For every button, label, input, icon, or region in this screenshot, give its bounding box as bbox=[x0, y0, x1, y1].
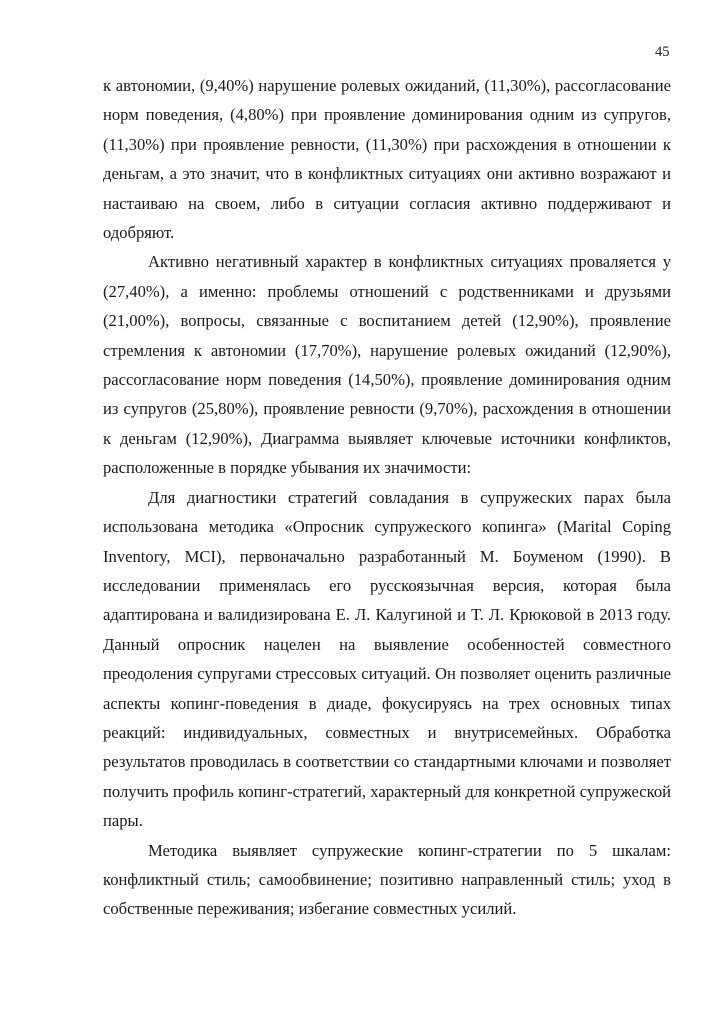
paragraph-continuation: к автономии, (9,40%) нарушение ролевых ожиданий, (11,30%), рассогласование норм поведения, (4,80%) при проявление доминирования одним из супругов, (11,30%) при проявление ревности, (11,30%) при расхождения в отношении к деньгам, а это значит, что в конфликтных ситуациях они активно возражают и настаиваю на своем, либо в ситуации согласия активно поддерживают и одобряют. bbox=[103, 76, 671, 243]
paragraph-scales: Методика выявляет супружеские копинг-стратегии по 5 шкалам: конфликтный стиль; самообвинение; позитивно направленный стиль; уход в собственные переживания; избегание совместных усилий. bbox=[103, 840, 671, 919]
document-body bbox=[103, 71, 671, 924]
paragraph-negative-conflict: Активно негативный характер в конфликтных ситуациях проваляется у (27,40%), а именно: проблемы отношений с родственниками и друзьями (21,00%), вопросы, связанные с воспитанием детей (12,90%), проявление стремления к автономии (17,70%), нарушение ролевых ожиданий (12,90%), рассогласование норм поведения (14,50%), проявление доминирования одним из супругов (25,80%), проявление ревности (9,70%), расхождения в отношении к деньгам (12,90%), Диаграмма выявляет ключевые источники конфликтов, расположенные в порядке убывания их значимости: bbox=[103, 252, 671, 478]
paragraph-methodology: Для диагностики стратегий совладания в супружеских парах была использована методика «Опросник супружеского копинга» (Marital Coping Inventory, MCI), первоначально разработанный М. Боуменом (1990). В исследовании применялась его русскоязычная версия, которая была адаптирована и валидизирована Е. Л. Калугиной и Т. Л. Крюковой в 2013 году. Данный опросник нацелен на выявление особенностей совместного преодоления супругами стрессовых ситуаций. Он позволяет оценить различные аспекты копинг-поведения в диаде, фокусируясь на трех основных типах реакций: индивидуальных, совместных и внутрисемейных. Обработка результатов проводилась в соответствии со стандартными ключами и позволяет получить профиль копинг-стратегий, характерный для конкретной супружеской пары. bbox=[103, 487, 671, 831]
page-number: 45 bbox=[655, 44, 670, 60]
